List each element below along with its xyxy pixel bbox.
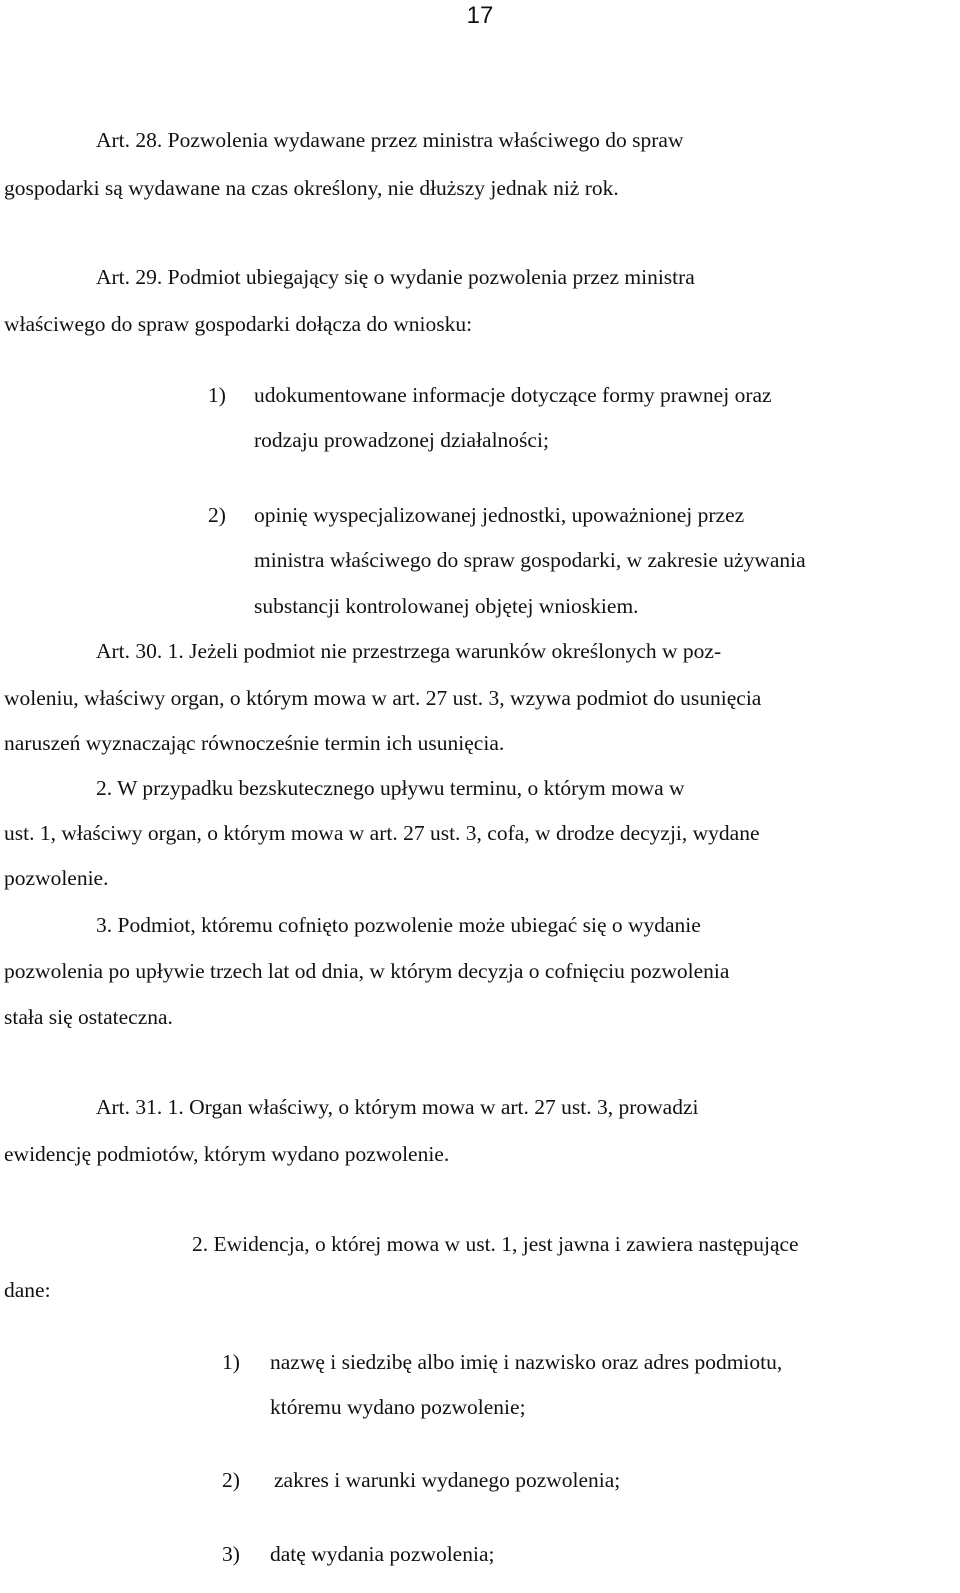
text-line: naruszeń wyznaczając równocześnie termin ich usunięcia. [4, 731, 505, 755]
text-line: ministra właściwego do spraw gospodarki, w zakresie używania [254, 548, 806, 572]
list-marker: 3) [222, 1542, 240, 1566]
text-line: właściwego do spraw gospodarki dołącza do wniosku: [4, 312, 473, 336]
text-line: zakres i warunki wydanego pozwolenia; [274, 1468, 621, 1492]
page-number: 17 [466, 2, 494, 29]
text-line: Art. 30. 1. Jeżeli podmiot nie przestrzega warunków określonych w poz- [96, 639, 722, 663]
text-line: woleniu, właściwy organ, o którym mowa w art. 27 ust. 3, wzywa podmiot do usunięcia [4, 686, 762, 710]
text-line: opinię wyspecjalizowanej jednostki, upoważnionej przez [254, 503, 745, 527]
text-line: rodzaju prowadzonej działalności; [254, 428, 549, 452]
text-line: datę wydania pozwolenia; [270, 1542, 495, 1566]
text-line: substancji kontrolowanej objętej wnioskiem. [254, 594, 639, 618]
text-line: 2. W przypadku bezskutecznego upływu terminu, o którym mowa w [96, 776, 685, 800]
text-line: ewidencję podmiotów, którym wydano pozwolenie. [4, 1142, 450, 1166]
text-line: ust. 1, właściwy organ, o którym mowa w art. 27 ust. 3, cofa, w drodze decyzji, wydane [4, 821, 760, 845]
text-line: 2. Ewidencja, o której mowa w ust. 1, jest jawna i zawiera następujące [192, 1232, 799, 1256]
list-marker: 2) [208, 503, 226, 527]
list-marker: 1) [222, 1350, 240, 1374]
text-line: gospodarki są wydawane na czas określony, nie dłuższy jednak niż rok. [4, 176, 619, 200]
text-line: pozwolenia po upływie trzech lat od dnia, w którym decyzja o cofnięciu pozwolenia [4, 959, 730, 983]
text-line: nazwę i siedzibę albo imię i nazwisko oraz adres podmiotu, [270, 1350, 783, 1374]
list-marker: 2) [222, 1468, 240, 1492]
text-line: któremu wydano pozwolenie; [270, 1395, 526, 1419]
text-line: pozwolenie. [4, 866, 109, 890]
text-line: dane: [4, 1278, 51, 1302]
list-marker: 1) [208, 383, 226, 407]
text-line: udokumentowane informacje dotyczące formy prawnej oraz [254, 383, 772, 407]
text-line: Art. 31. 1. Organ właściwy, o którym mowa w art. 27 ust. 3, prowadzi [96, 1095, 699, 1119]
text-line: stała się ostateczna. [4, 1005, 173, 1029]
text-line: Art. 28. Pozwolenia wydawane przez ministra właściwego do spraw [96, 128, 684, 152]
text-line: 3. Podmiot, któremu cofnięto pozwolenie może ubiegać się o wydanie [96, 913, 701, 937]
text-line: Art. 29. Podmiot ubiegający się o wydanie pozwolenia przez ministra [96, 265, 695, 289]
